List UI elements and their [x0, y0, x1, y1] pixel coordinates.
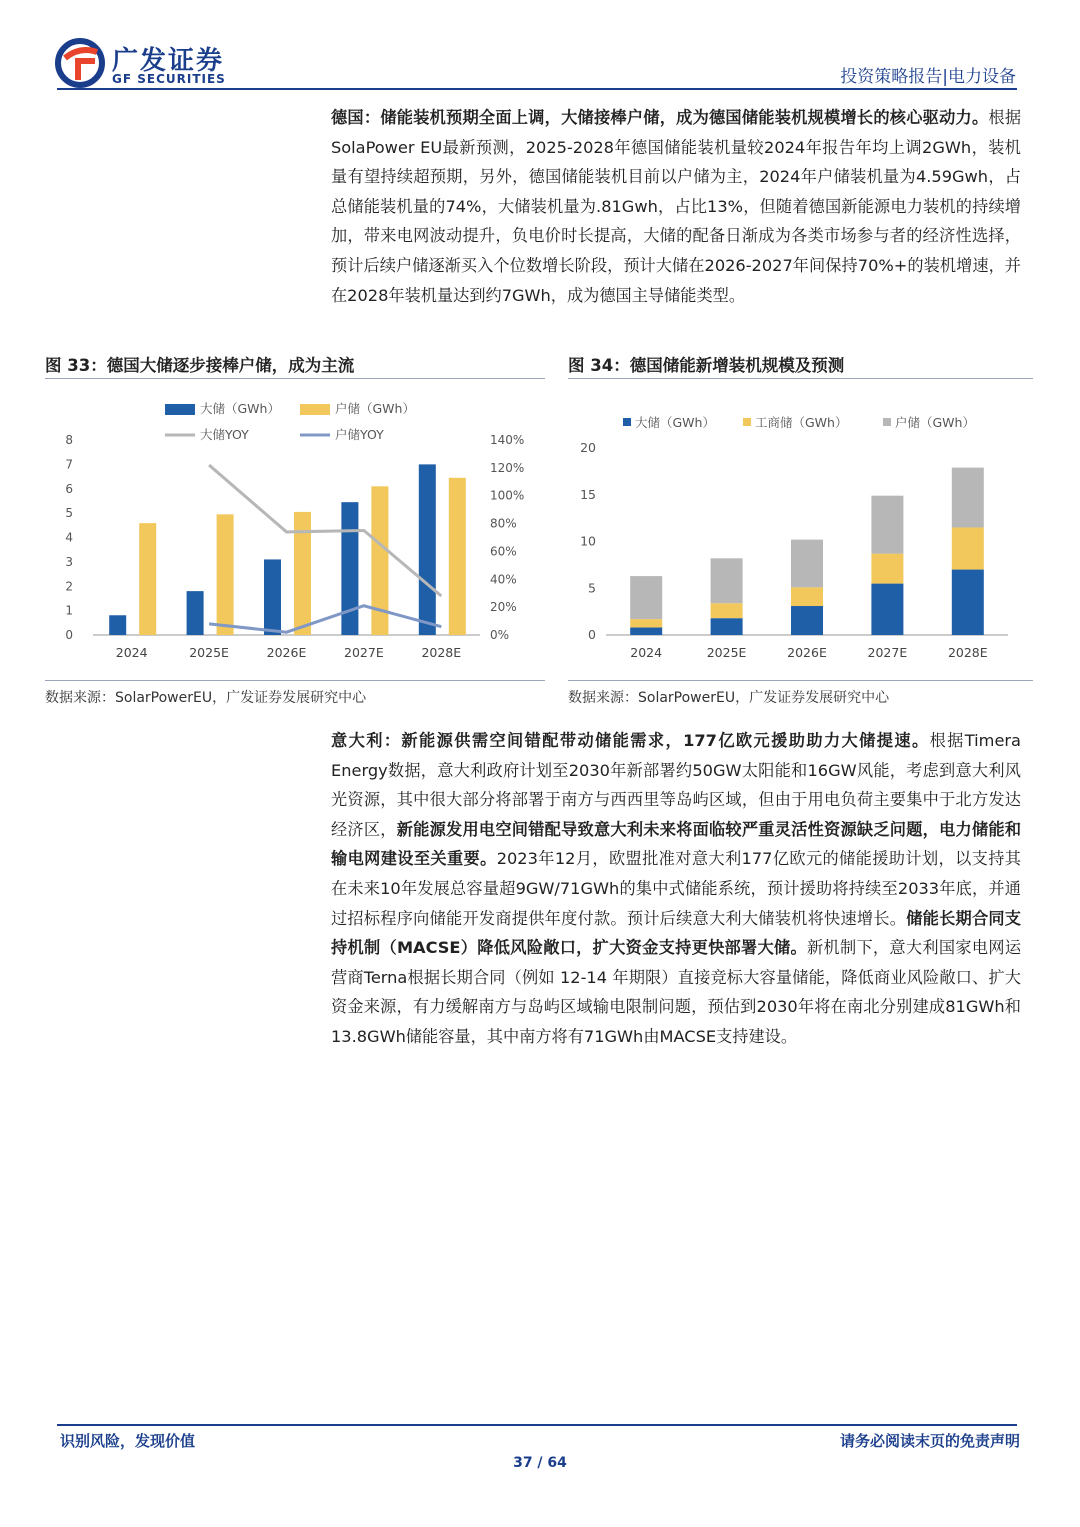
legend-swatch	[883, 418, 891, 426]
x-tick-label: 2027E	[344, 645, 384, 660]
figure-34-bottom-rule	[568, 680, 1033, 681]
y-tick-label: 0	[588, 627, 596, 642]
legend-label: 户储（GWh）	[895, 415, 975, 430]
y-right-tick-label: 100%	[490, 488, 525, 503]
figure-33-bottom-rule	[45, 680, 545, 681]
legend-swatch	[165, 404, 195, 415]
x-tick-label: 2027E	[867, 645, 908, 660]
x-tick-label: 2026E	[266, 645, 307, 660]
figure-34-caption: 图 34：德国储能新增装机规模及预测	[568, 356, 845, 375]
stacked-segment-large	[791, 606, 823, 635]
legend-label: 大储YOY	[200, 427, 249, 442]
legend-label: 大储（GWh）	[200, 401, 280, 416]
italy-bold-1: 新能源供需空间错配带动储能需求，177亿欧元援助助力大储提速。	[401, 731, 930, 750]
italy-text-2: 2023年12月，欧盟批准对意大利177亿欧元的储能援助计划，以支持其在未来10年发展总容量超9GW/71GWh的集中式储能系统，预计援助将持续至2033年底，并通过招标程序向储能开发商提供年度付款。预计后续意大利大储装机将快速增长。	[331, 849, 1021, 928]
footer-rule	[57, 1424, 1017, 1426]
page-number: 37 / 64	[513, 1455, 567, 1471]
germany-text: 根据SolaPower EU最新预测，2025-2028年德国储能装机量较2024年报告年均上调2GWh，装机量有望持续超预期，另外，德国储能装机目前以户储为主，2024年户储装机量为4.59Gwh，占总储能装机量的74%，大储装机量为.81Gwh，占比13%，但随着德国新能源电力装机的持续增加，带来电网波动提升，负电价时长提高，大储的配备日渐成为各类市场参与者的经济性选择，预计后续户储逐渐买入个位数增长阶段，预计大储在2026-2027年间保持70%+的装机增速，并在2028年装机量达到约7GWh，成为德国主导储能类型。	[331, 108, 1022, 305]
stacked-segment-ci	[711, 603, 743, 618]
brand-name-en: GF SECURITIES	[112, 72, 226, 86]
stacked-segment-home	[630, 576, 662, 619]
bar-large-storage	[187, 591, 204, 635]
y-right-tick-label: 0%	[490, 628, 510, 642]
legend-label: 户储（GWh）	[335, 401, 415, 416]
x-tick-label: 2024	[115, 645, 148, 660]
y-right-tick-label: 40%	[490, 572, 517, 587]
y-left-tick-label: 2	[65, 579, 73, 594]
y-right-tick-label: 80%	[490, 516, 517, 531]
stacked-segment-home	[711, 558, 743, 603]
germany-bold: 储能装机预期全面上调，大储接棒户储，成为德国储能装机规模增长的核心驱动力。	[380, 108, 989, 127]
y-left-tick-label: 3	[65, 554, 73, 569]
x-tick-label: 2026E	[787, 645, 827, 660]
x-tick-label: 2025E	[189, 645, 229, 660]
y-left-tick-label: 0	[65, 628, 73, 642]
stacked-segment-ci	[871, 554, 903, 584]
figure-33-caption: 图 33：德国大储逐步接棒户储，成为主流	[45, 356, 355, 375]
bar-large-storage	[341, 502, 358, 635]
x-tick-label: 2028E	[421, 645, 462, 660]
bar-large-storage	[264, 559, 281, 635]
stacked-segment-home	[791, 540, 823, 588]
y-left-tick-label: 5	[65, 506, 73, 521]
y-tick-label: 15	[580, 486, 596, 502]
footer-slogan: 识别风险，发现价值	[60, 1432, 196, 1450]
bar-home-storage	[139, 523, 156, 635]
brand-name-cn: 广发证券	[112, 46, 225, 76]
italy-lead: 意大利：	[331, 731, 402, 750]
germany-paragraph	[331, 103, 1021, 310]
y-left-tick-label: 4	[65, 530, 73, 545]
x-tick-label: 2025E	[706, 645, 747, 660]
y-right-tick-label: 140%	[490, 433, 525, 447]
y-left-tick-label: 6	[65, 481, 73, 496]
line-home-yoy	[209, 606, 441, 632]
x-tick-label: 2028E	[947, 645, 988, 660]
footer-disclaimer: 请务必阅读末页的免责声明	[839, 1432, 1020, 1450]
y-left-tick-label: 1	[65, 603, 73, 618]
y-right-tick-label: 60%	[490, 544, 517, 559]
legend-label: 大储（GWh）	[635, 415, 715, 430]
legend-label: 户储YOY	[335, 427, 384, 442]
gf-logo-icon	[55, 38, 105, 88]
y-right-tick-label: 120%	[490, 460, 525, 475]
bar-home-storage	[449, 478, 466, 635]
chart-germany-large-vs-home	[45, 395, 545, 675]
y-left-tick-label: 7	[65, 457, 73, 472]
stacked-segment-large	[871, 584, 903, 635]
figure-34-source: 数据来源：SolarPowerEU，广发证券发展研究中心	[568, 690, 890, 706]
legend-swatch	[743, 418, 751, 426]
bar-large-storage	[419, 464, 436, 635]
y-tick-label: 10	[580, 533, 596, 549]
italy-text-3: 新机制下，意大利国家电网运营商Terna根据长期合同（例如 12-14 年期限）直接竞标大容量储能，降低商业风险敞口、扩大资金来源，有力缓解南方与岛屿区域输电限制问题，预估到2030年将在南北分别建成81GWh和13.8GWh储能容量，其中南方将有71GWh由MACSE支持建设。	[331, 938, 1022, 1046]
figure-33-source: 数据来源：SolarPowerEU，广发证券发展研究中心	[45, 690, 367, 706]
bar-large-storage	[109, 615, 126, 635]
y-tick-label: 20	[580, 440, 596, 455]
chart-germany-storage-forecast	[568, 395, 1033, 675]
legend-swatch	[300, 404, 330, 415]
header-rule	[57, 88, 1017, 90]
legend-swatch	[623, 418, 631, 426]
y-left-tick-label: 8	[65, 433, 73, 447]
stacked-segment-ci	[630, 619, 662, 627]
italy-text-1: 根据Timera Energy数据，意大利政府计划至2030年新部署约50GW太阳能和16GW风能，考虑到意大利风光资源，其中很大部分将部署于南方与西西里等岛屿区域，但由于用电负荷主要集中于北方发达经济区，	[331, 731, 1021, 839]
stacked-segment-large	[711, 618, 743, 635]
stacked-segment-large	[952, 570, 984, 635]
legend-label: 工商储（GWh）	[755, 415, 848, 430]
bar-home-storage	[217, 514, 234, 635]
report-type: 投资策略报告|电力设备	[840, 67, 1016, 87]
stacked-segment-home	[952, 468, 984, 528]
figure-33-rule	[45, 378, 545, 379]
stacked-segment-large	[630, 628, 662, 635]
y-tick-label: 5	[588, 580, 596, 596]
stacked-segment-ci	[952, 527, 984, 569]
x-tick-label: 2024	[630, 645, 663, 660]
line-large-yoy	[209, 465, 441, 596]
italy-bold-2: 新能源发用电空间错配导致意大利未来将面临较严重灵活性资源缺乏问题，电力储能和输电网建设至关重要。	[331, 819, 1022, 869]
figure-34-rule	[568, 378, 1033, 379]
stacked-segment-home	[871, 496, 903, 554]
italy-bold-3: 储能长期合同支持机制（MACSE）降低风险敞口，扩大资金支持更快部署大储。	[331, 908, 1021, 958]
italy-paragraph	[331, 726, 1021, 1052]
stacked-segment-ci	[791, 587, 823, 606]
y-right-tick-label: 20%	[490, 600, 517, 615]
germany-lead: 德国：	[331, 108, 381, 127]
